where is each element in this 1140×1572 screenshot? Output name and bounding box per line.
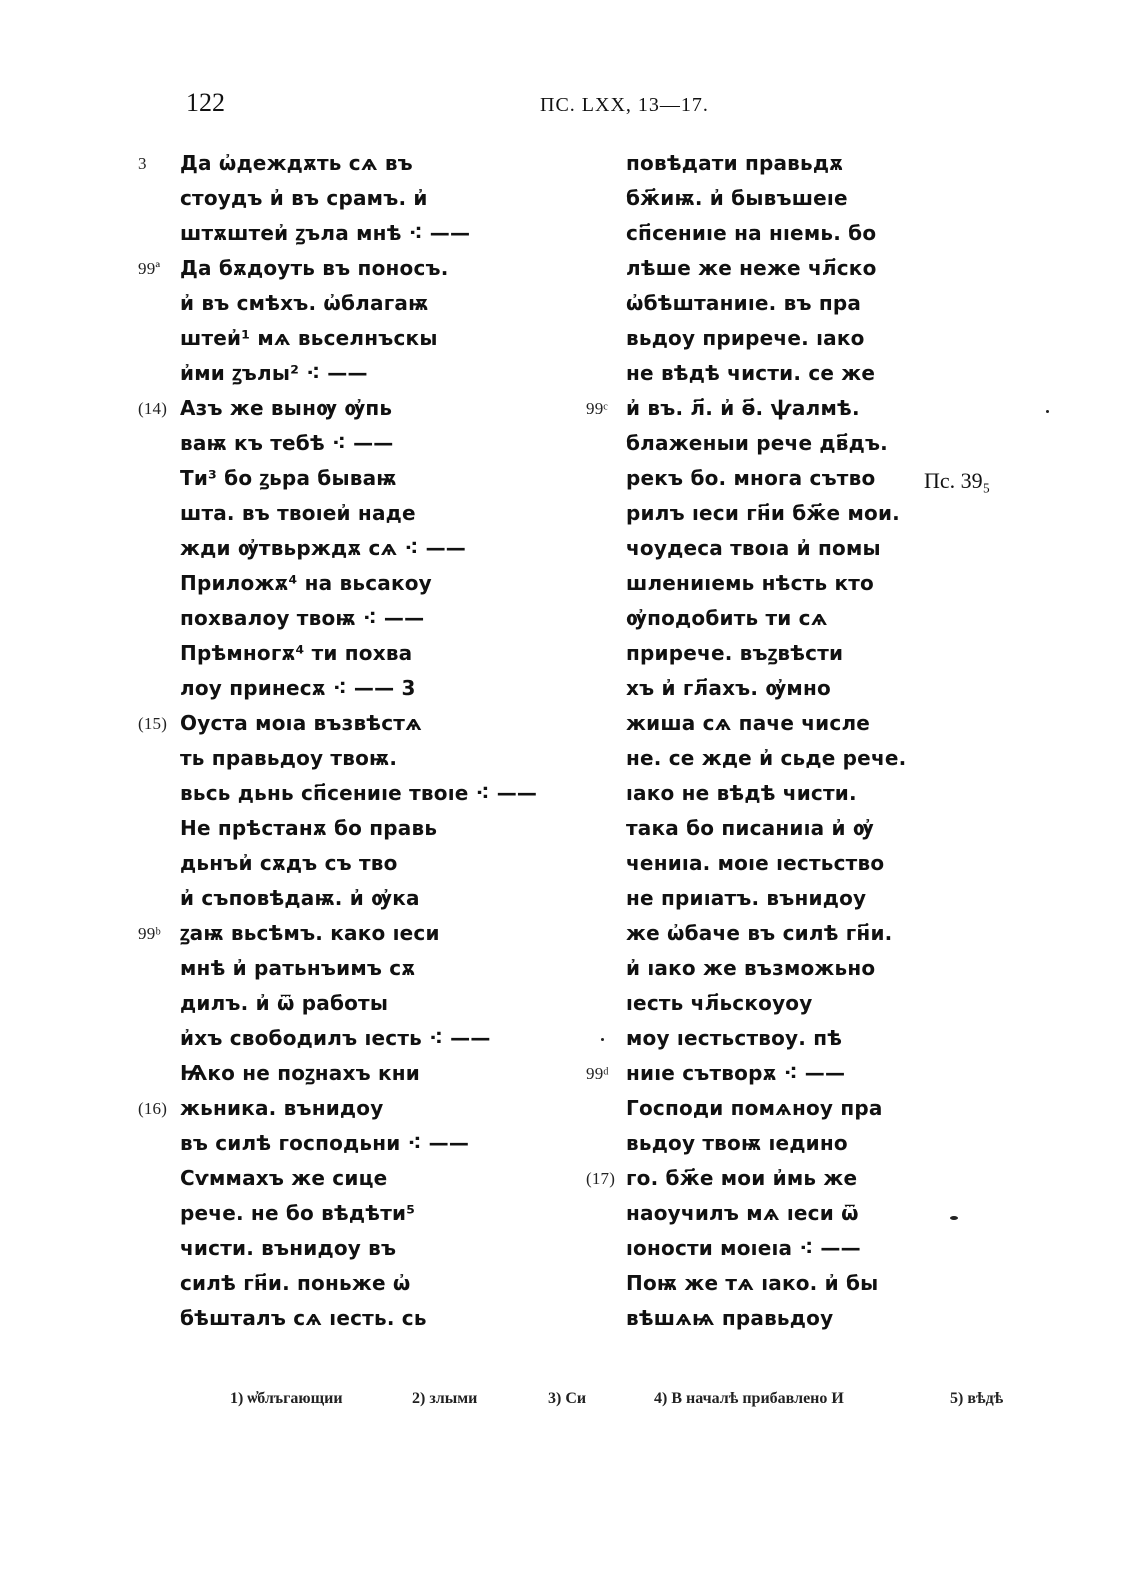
ink-speck — [950, 1216, 958, 1220]
left-column-line — [130, 706, 550, 741]
line-text: ıесть чл҃ьскоуоу — [626, 991, 813, 1015]
line-text: Оуста моıа възвѣстѧ — [180, 711, 422, 735]
left-column-line — [130, 566, 550, 601]
line-text: не. се жде и҆ сьде рече. — [626, 746, 907, 770]
line-text: жьника. вънидоу — [180, 1096, 384, 1120]
line-text: сп҃сениıе на нıемь. бо — [626, 221, 877, 245]
line-text: жди ѹ҆твьрждѫ сѧ ⁖ —— — [180, 536, 466, 560]
ink-speck — [601, 1038, 604, 1041]
right-column-line — [580, 356, 910, 391]
left-column-line — [130, 181, 550, 216]
left-column-line — [130, 426, 550, 461]
left-column-line — [130, 881, 550, 916]
right-column-line — [580, 986, 910, 1021]
line-text: ниıе сътворѫ ⁖ —— — [626, 1061, 846, 1085]
left-column-line — [130, 1266, 550, 1301]
verse-marker: 3 — [138, 154, 147, 173]
left-column-line — [130, 1196, 550, 1231]
page-number: 122 — [186, 88, 225, 117]
line-text: Господи помѧноу пра — [626, 1096, 883, 1120]
footnote-2: 2) злыми — [412, 1390, 478, 1407]
line-text: наоучилъ мѧ ıеси ѿ — [626, 1201, 859, 1225]
line-text: ѹ҆подобить ти сѧ — [626, 606, 828, 630]
right-column-line — [580, 811, 910, 846]
line-text: ıако не вѣдѣ чисти. — [626, 781, 857, 805]
line-text: приречe. въꙁвѣсти — [626, 641, 844, 665]
line-text: Прѣмногѫ⁴ ти похва — [180, 641, 413, 665]
right-column-line — [580, 496, 910, 531]
line-text: и҆ съповѣдаѭ. и҆ ѹ҆ка — [180, 886, 420, 910]
left-column-line — [130, 1161, 550, 1196]
left-column-line — [130, 1231, 550, 1266]
right-column-line — [580, 251, 910, 286]
left-column-line — [130, 146, 550, 181]
line-text: въ силѣ господьни ⁖ —— — [180, 1131, 470, 1155]
left-column-line — [130, 321, 550, 356]
line-text: го. бж҃е мои и҆мь же — [626, 1166, 858, 1190]
line-text: же ѡ҆баче въ силѣ гн҃и. — [626, 921, 893, 945]
line-text: чениıа. моıе ıестьство — [626, 851, 885, 875]
verse-marker: (14) — [138, 399, 168, 418]
line-text: ть правьдоу твоѭ. — [180, 746, 398, 770]
line-text: вьдоу приречe. ıако — [626, 326, 865, 350]
line-text: рече. не бо вѣдѣти⁵ — [180, 1201, 416, 1225]
right-column-line — [580, 1196, 910, 1231]
right-column-line — [580, 1056, 910, 1091]
line-text: и҆ въ. л҃. и҆ ѳ҃. ѱалмѣ. — [626, 396, 860, 420]
right-column-line — [580, 1126, 910, 1161]
line-text: ѡ҆бѣштаниıе. въ пра — [626, 291, 862, 315]
left-column-line — [130, 216, 550, 251]
line-text: вьсь дьнь сп҃сениıе твоıе ⁖ —— — [180, 781, 538, 805]
line-text: ꙁаѭ вьсѣмъ. како ıеси — [180, 921, 440, 945]
line-text: Сѵммахъ же сице — [180, 1166, 388, 1190]
line-text: рилъ ıеси гн҃и бж҃е мои. — [626, 501, 900, 525]
right-column-line — [580, 1266, 910, 1301]
line-text: силѣ гн҃и. поньже ѡ҆ — [180, 1271, 411, 1295]
right-column-line — [580, 1021, 910, 1056]
line-text: хъ и҆ гл҃ахъ. ѹ҆мно — [626, 676, 831, 700]
right-column-line — [580, 1091, 910, 1126]
line-text: Ѩко не поꙁнахъ кни — [180, 1061, 421, 1085]
left-column-line — [130, 356, 550, 391]
right-column-line — [580, 881, 910, 916]
verse-marker: (16) — [138, 1099, 168, 1118]
line-text: повѣдати правьдѫ — [626, 151, 844, 175]
line-text: жиша сѧ паче числе — [626, 711, 871, 735]
right-column-line — [580, 216, 910, 251]
line-text: чоудеса твоıа и҆ помы — [626, 536, 881, 560]
line-text: похвалоу твоѭ ⁖ —— — [180, 606, 425, 630]
right-column-line — [580, 636, 910, 671]
right-column-line — [580, 1231, 910, 1266]
left-column-line — [130, 496, 550, 531]
line-text: штеи҆¹ мѧ вьселнъскы — [180, 326, 438, 350]
line-text: вѣшѧѩ правьдоу — [626, 1306, 834, 1330]
line-text: и҆ ıако же възможьно — [626, 956, 876, 980]
right-column-line — [580, 916, 910, 951]
left-column-line — [130, 461, 550, 496]
line-text: не вѣдѣ чисти. се же — [626, 361, 876, 385]
right-column-line — [580, 1161, 910, 1196]
left-column-line — [130, 601, 550, 636]
right-column-line — [580, 846, 910, 881]
footnotes — [0, 1390, 1140, 1414]
line-text: Поѭ же тѧ ıако. и҆ бы — [626, 1271, 879, 1295]
line-text: ваѭ къ тебѣ ⁖ —— — [180, 431, 394, 455]
left-column-line — [130, 986, 550, 1021]
line-text: лоу принесѫ ⁖ —— 3 — [180, 676, 416, 700]
footnote-4: 4) В началѣ прибавлено И — [654, 1390, 844, 1407]
line-text: стоудъ и҆ въ срамъ. и҆ — [180, 186, 428, 210]
right-column-line — [580, 566, 910, 601]
line-text: Да ѡ҆деждѫть сѧ въ — [180, 151, 413, 175]
line-text: и҆хъ свободилъ ıесть ⁖ —— — [180, 1026, 491, 1050]
right-column-line — [580, 321, 910, 356]
right-column-line — [580, 671, 910, 706]
line-text: штѫштеи҆ ꙁъла мнѣ ⁖ —— — [180, 221, 471, 245]
line-text: чисти. вънидоу въ — [180, 1236, 397, 1260]
line-text: бѣшталъ сѧ ıесть. сь — [180, 1306, 427, 1330]
right-column-line — [580, 1301, 910, 1336]
right-column-line — [580, 181, 910, 216]
right-column-line — [580, 286, 910, 321]
line-text: дилъ. и҆ ѿ работы — [180, 991, 389, 1015]
line-text: вьдоу твоѭ ıедино — [626, 1131, 848, 1155]
right-column — [580, 146, 910, 1336]
line-text: лѣше же неже чл҃ско — [626, 256, 877, 280]
left-column-line — [130, 811, 550, 846]
line-text: моу ıестьствоу. пѣ — [626, 1026, 843, 1050]
left-column-line — [130, 1021, 550, 1056]
ink-speck — [1046, 410, 1049, 413]
line-text: Не прѣстанѫ бо правь — [180, 816, 438, 840]
line-text: Ти³ бо ꙁьра бываѭ — [180, 466, 397, 490]
left-column-line — [130, 671, 550, 706]
left-column-line — [130, 286, 550, 321]
left-column-line — [130, 391, 550, 426]
footnote-1: 1) ѡ҆блъгающии — [230, 1390, 343, 1407]
line-text: дьнъи҆ сѫдъ съ тво — [180, 851, 398, 875]
line-text: Да бѫдоуть въ поносъ. — [180, 256, 449, 280]
left-column-line — [130, 1091, 550, 1126]
left-column-line — [130, 531, 550, 566]
line-text: и҆ми ꙁълы² ⁖ —— — [180, 361, 368, 385]
line-text: не приıатъ. вънидоу — [626, 886, 867, 910]
side-note: Пс. 39₅ — [924, 468, 991, 493]
left-column-line — [130, 1301, 550, 1336]
left-column-line — [130, 251, 550, 286]
line-text: Азъ же вынѹ ѹ҆пь — [180, 396, 393, 420]
line-text: рекъ бо. многа сътво — [626, 466, 876, 490]
left-column-line — [130, 1126, 550, 1161]
left-column-line — [130, 846, 550, 881]
right-column-line — [580, 741, 910, 776]
left-column-line — [130, 951, 550, 986]
left-column-line — [130, 916, 550, 951]
verse-marker: 99ª — [138, 259, 161, 278]
left-column-line — [130, 1056, 550, 1091]
left-column-line — [130, 776, 550, 811]
line-text: ıоности моıеıа ⁖ —— — [626, 1236, 861, 1260]
left-column-line — [130, 636, 550, 671]
line-text: бж҃иѭ. и҆ бывъшеıе — [626, 186, 848, 210]
right-column-line — [580, 531, 910, 566]
verse-marker: (17) — [586, 1169, 616, 1188]
verse-marker: 99ᶜ — [586, 399, 608, 418]
left-column-line — [130, 741, 550, 776]
right-column-line — [580, 391, 910, 426]
verse-marker: (15) — [138, 714, 168, 733]
footnote-5: 5) вѣдѣ — [950, 1390, 1004, 1407]
right-column-line — [580, 461, 910, 496]
line-text: шлениıемь нѣсть кто — [626, 571, 874, 595]
left-column — [130, 146, 550, 1336]
footnote-3: 3) Си — [548, 1390, 587, 1407]
line-text: шта. въ твоıеи҆ наде — [180, 501, 416, 525]
right-column-line — [580, 776, 910, 811]
right-column-line — [580, 706, 910, 741]
line-text: така бо писаниıа и҆ ѹ҆ — [626, 816, 874, 840]
running-head: ПС. LXX, 13—17. — [540, 94, 709, 116]
right-column-line — [580, 146, 910, 181]
line-text: Приложѫ⁴ на вьсакоу — [180, 571, 432, 595]
line-text: блаженыи рече дв҃дъ. — [626, 431, 888, 455]
line-text: мнѣ и҆ ратьнъимъ сѫ — [180, 956, 416, 980]
right-column-line — [580, 426, 910, 461]
verse-marker: 99ᵈ — [586, 1064, 609, 1083]
right-column-line — [580, 601, 910, 636]
line-text: и҆ въ смѣхъ. ѡ҆благаѭ — [180, 291, 429, 315]
verse-marker: 99ᵇ — [138, 924, 161, 943]
right-column-line — [580, 951, 910, 986]
